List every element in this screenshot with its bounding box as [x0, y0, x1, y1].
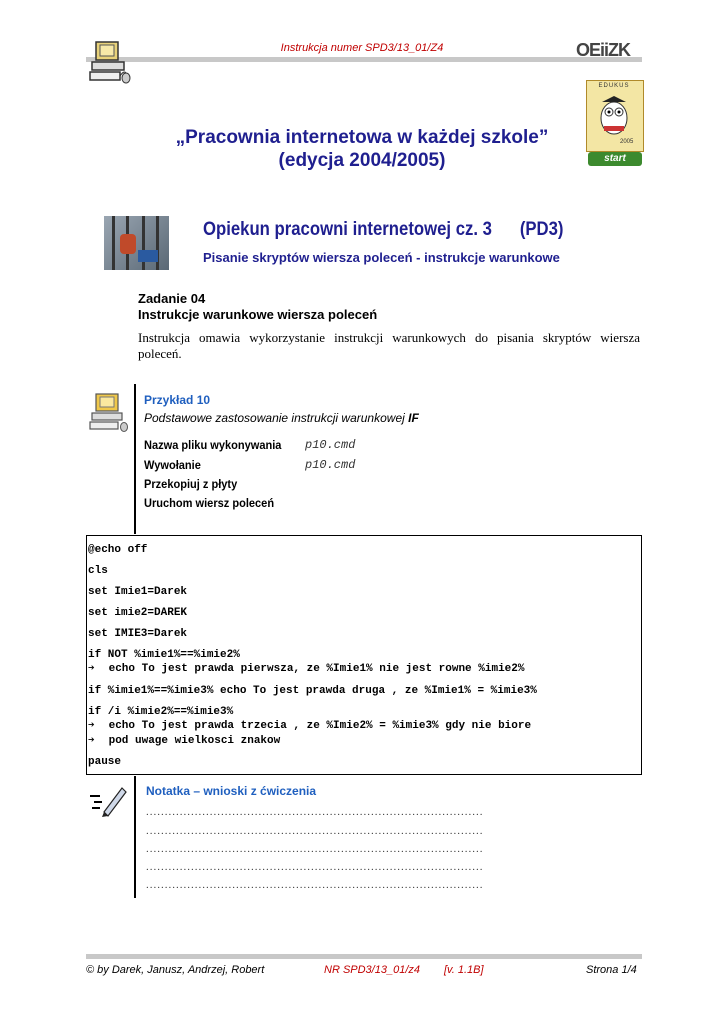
code-line: echo To jest prawda pierwsza, ze %Imie1% nie jest rowne %imie2%	[102, 663, 525, 675]
code-line: set Imie1=Darek	[88, 586, 188, 598]
pen-note-icon	[88, 782, 128, 818]
code-line: if NOT %imie1%==%imie2%	[88, 649, 240, 661]
main-title	[0, 126, 724, 172]
note-line: ..........................................................................................	[146, 879, 484, 891]
code-line: if %imie1%==%imie3% echo To jest prawda druga , ze %Imie1% = %imie3%	[88, 685, 537, 697]
note-line: ..........................................................................................	[146, 806, 484, 818]
section-title-text: Opiekun pracowni internetowej cz. 3 (PD3)	[203, 219, 564, 240]
code-line-arrow	[88, 662, 524, 676]
code-line: pod uwage wielkosci znakow	[102, 735, 281, 747]
footer-version: [v. 1.1B]	[444, 964, 484, 976]
computer-icon	[86, 392, 130, 434]
example-subtitle	[144, 411, 419, 425]
note-line: ..........................................................................................	[146, 825, 484, 837]
edukus-year: 2005	[620, 139, 634, 145]
example-subtitle-text: Podstawowe zastosowanie instrukcji warunkowej	[144, 411, 409, 425]
example-margin-line	[134, 384, 136, 534]
oeiizk-logo: OEiiZK	[576, 40, 631, 60]
row-label-call: Wywołanie	[144, 458, 201, 472]
arrow-right-icon: ➔	[88, 720, 95, 732]
note-title: Notatka – wnioski z ćwiczenia	[146, 784, 317, 798]
code-line: pause	[88, 756, 122, 768]
code-line: if /i %imie2%==%imie3%	[88, 706, 234, 718]
code-line: echo To jest prawda trzecia , ze %Imie2% = %imie3% gdy nie biore	[102, 720, 532, 732]
code-line-arrow	[88, 719, 531, 733]
example-title: Przykład 10	[144, 393, 211, 407]
code-line: set IMIE3=Darek	[88, 628, 188, 640]
row-label-filename: Nazwa pliku wykonywania	[144, 438, 282, 452]
row-label-copy: Przekopiuj z płyty	[144, 477, 238, 491]
row-label-run: Uruchom wiersz poleceń	[144, 496, 275, 510]
header-rule	[86, 57, 642, 62]
main-title-line1: „Pracownia internetowa w każdej szkole”	[175, 127, 549, 148]
task-description: Instrukcja omawia wykorzystanie instrukcji warunkowych do pisania skryptów wiersza poleceń.	[138, 330, 640, 361]
code-line: set imie2=DAREK	[88, 607, 188, 619]
footer-nr: NR SPD3/13_01/z4	[324, 964, 420, 976]
note-margin-line	[134, 776, 136, 898]
section-photo	[104, 216, 169, 270]
code-line: cls	[88, 565, 108, 577]
row-value-filename: p10.cmd	[305, 438, 356, 452]
arrow-right-icon: ➔	[88, 735, 95, 747]
header-title: Instrukcja numer SPD3/13_01/Z4	[280, 42, 444, 54]
code-line: @echo off	[88, 544, 148, 556]
note-line: ..........................................................................................	[146, 843, 484, 855]
task-number: Zadanie 04	[138, 291, 206, 306]
code-line-arrow	[88, 734, 280, 748]
main-title-line2: (edycja 2004/2005)	[278, 150, 446, 171]
footer-page: Strona 1/4	[586, 964, 637, 976]
start-badge: start	[588, 152, 642, 166]
example-subtitle-keyword: IF	[408, 411, 419, 425]
task-name: Instrukcje warunkowe wiersza poleceń	[138, 307, 378, 322]
note-line: ..........................................................................................	[146, 861, 484, 873]
edukus-label: EDUKUS	[598, 83, 630, 89]
section-title	[203, 219, 563, 241]
computer-icon	[86, 40, 134, 88]
arrow-right-icon: ➔	[88, 663, 95, 675]
footer-authors: © by Darek, Janusz, Andrzej, Robert	[86, 964, 265, 976]
section-subtitle: Pisanie skryptów wiersza poleceń - instrukcje warunkowe	[203, 250, 560, 265]
row-value-call: p10.cmd	[305, 458, 356, 472]
footer-rule	[86, 954, 642, 959]
